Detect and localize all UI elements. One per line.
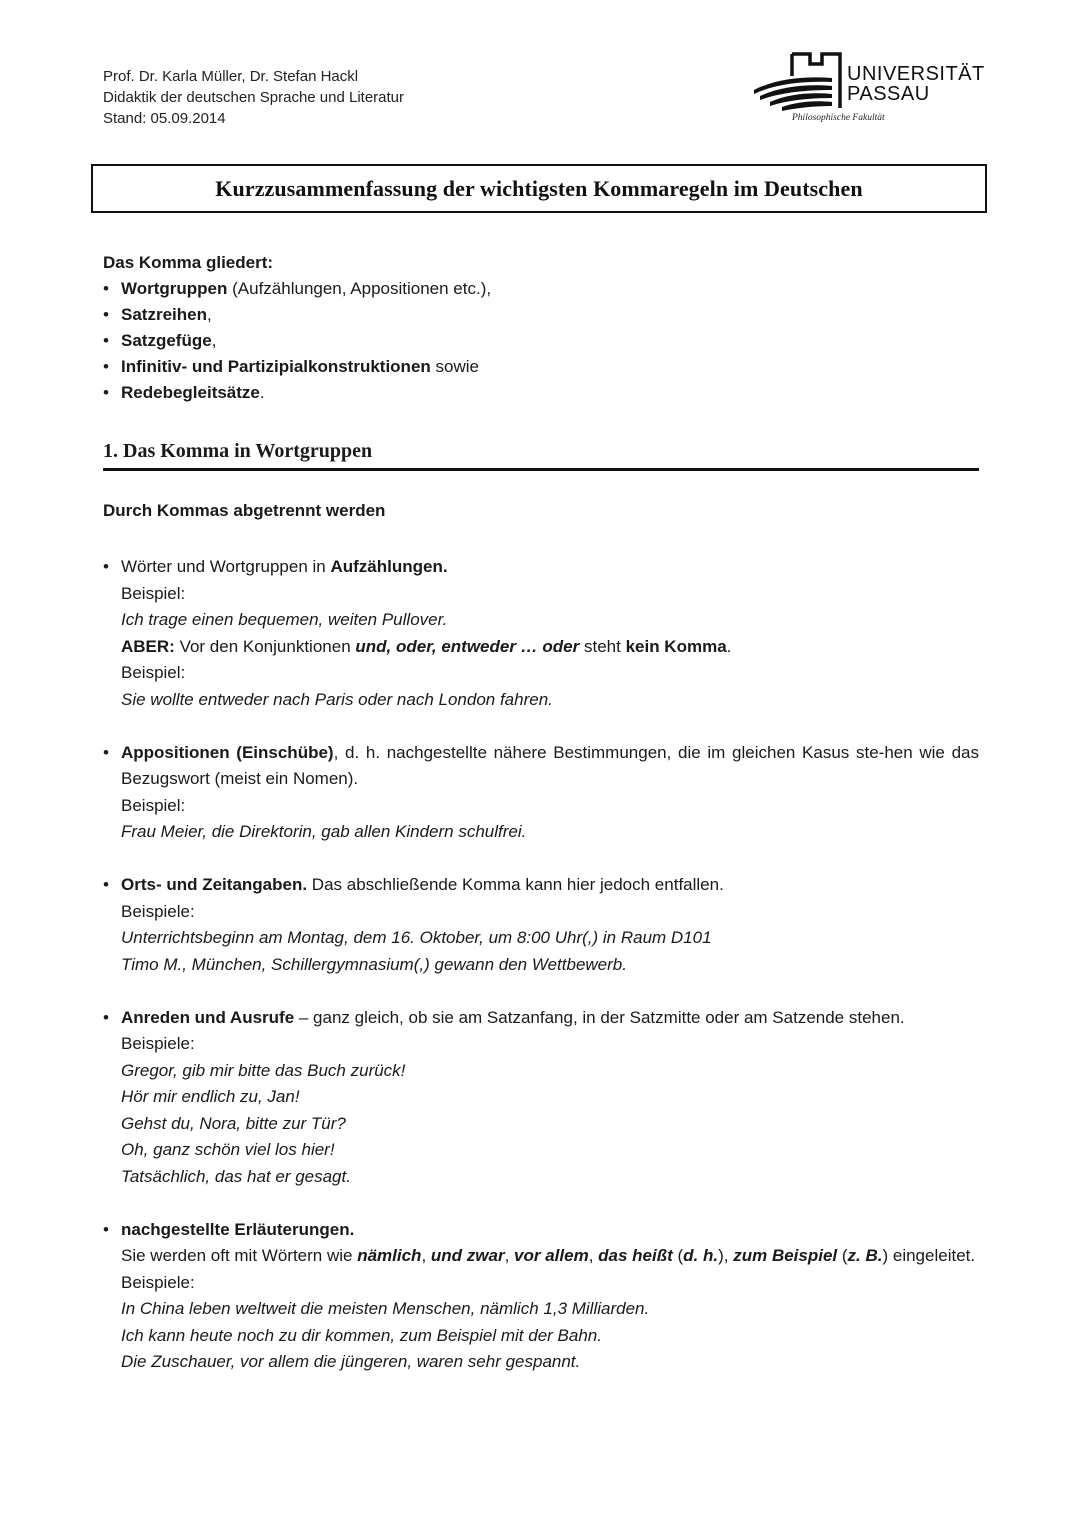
example-sentence: Oh, ganz schön viel los hier!: [121, 1140, 335, 1159]
intro-item-text: ,: [211, 331, 217, 350]
university-name: [847, 64, 985, 104]
intro-item: [103, 276, 491, 302]
header-department: Didaktik der deutschen Sprache und Literatur: [103, 89, 405, 106]
example-sentence: Hör mir endlich zu, Jan!: [121, 1087, 300, 1106]
keyword: zum Beispiel: [733, 1246, 838, 1265]
intro-item-term: Infinitiv- und Partizipialkonstruktionen: [121, 357, 431, 376]
intro-item: [103, 354, 491, 380]
example-sentence: Timo M., München, Schillergymnasium(,) gewann den Wettbewerb.: [121, 954, 627, 974]
intro-item-term: Wortgruppen: [121, 279, 228, 298]
keyword: d. h.: [683, 1246, 719, 1265]
rule-text: Das abschließende Komma kann hier jedoch entfallen.: [307, 875, 724, 894]
example-sentence: Gehst du, Nora, bitte zur Tür?: [121, 1113, 346, 1133]
rule-text: ,: [421, 1246, 431, 1265]
author-header: [103, 66, 404, 129]
intro-item: [103, 380, 491, 406]
example-label: Beispiele:: [121, 1034, 195, 1053]
rule-text: – ganz gleich, ob sie am Satzanfang, in der Satzmitte oder am Satzende stehen.: [294, 1007, 905, 1027]
title-box: [91, 164, 987, 213]
example-label: Beispiel:: [121, 663, 186, 682]
section-heading: 1. Das Komma in Wortgruppen: [103, 440, 979, 471]
university-logo: [752, 50, 985, 130]
rule-text: .: [726, 636, 732, 656]
rule-term: • nachgestellte Erläuterungen.: [121, 1219, 355, 1239]
university-name-line1: UNIVERSITÄT: [847, 63, 985, 85]
keyword: nämlich: [357, 1246, 422, 1265]
conjunctions: und, oder, entweder … oder: [355, 636, 580, 656]
intro-item: [103, 328, 491, 354]
example-label: Beispiel:: [121, 583, 186, 603]
intro-item-text: sowie: [430, 357, 479, 376]
rule-text: , d. h. nachgestellte nähere Bestimmungen, die im gleichen Kasus ste-hen wie das Bezugswort (meist ein Nomen).: [121, 742, 979, 788]
example-sentence: Tatsächlich, das hat er gesagt.: [121, 1166, 351, 1186]
rule-text: ,: [588, 1246, 599, 1265]
rule-item-erlaeuterungen: [103, 1217, 979, 1376]
rule-text: (: [837, 1246, 848, 1265]
keyword: das heißt: [598, 1246, 673, 1265]
intro-list: [103, 276, 491, 406]
rule-text: Wörter und Wortgruppen in: [121, 557, 331, 576]
keyword: und zwar: [430, 1246, 505, 1265]
example-label: Beispiel:: [121, 795, 186, 815]
university-logo-emblem-icon: [752, 50, 847, 112]
rule-text: Vor den Konjunktionen: [174, 636, 356, 656]
intro-item-text: (Aufzählungen, Appositionen etc.),: [227, 279, 492, 298]
example-sentence: Die Zuschauer, vor allem die jüngeren, waren sehr gespannt.: [121, 1352, 581, 1371]
keyword: vor allem: [514, 1246, 589, 1265]
rule-text: ,: [504, 1246, 515, 1265]
rule-text: ) eingeleitet.: [882, 1246, 976, 1265]
university-name-line2: PASSAU: [847, 83, 930, 105]
rule-term: Aufzählungen.: [330, 557, 448, 576]
intro-item-text: ,: [206, 305, 212, 324]
rule-item-appositionen: [103, 740, 979, 846]
exception-label: ABER:: [121, 636, 175, 656]
rule-text: (: [672, 1246, 684, 1265]
rule-term: Anreden und Ausrufe: [121, 1007, 295, 1027]
intro-item-term: Satzgefüge: [121, 331, 212, 350]
intro-item: [103, 302, 491, 328]
example-sentence: Frau Meier, die Direktorin, gab allen Kindern schulfrei.: [121, 822, 527, 841]
intro-item-term: Redebegleitsätze: [121, 383, 260, 402]
example-sentence: In China leben weltweit die meisten Menschen, nämlich 1,3 Milliarden.: [121, 1299, 650, 1318]
rule-text: Sie werden oft mit Wörtern wie: [121, 1246, 358, 1265]
rule-term: kein Komma: [625, 636, 727, 656]
example-sentence: Ich kann heute noch zu dir kommen, zum Beispiel mit der Bahn.: [121, 1325, 602, 1345]
example-label: Beispiele:: [121, 1272, 195, 1292]
example-sentence: Unterrichtsbeginn am Montag, dem 16. Oktober, um 8:00 Uhr(,) in Raum D101: [121, 928, 712, 947]
intro-item-term: Satzreihen: [121, 305, 207, 324]
document-title: Kurzzusammenfassung der wichtigsten Kommaregeln im Deutschen: [215, 175, 863, 201]
keyword: z. B.: [847, 1246, 883, 1265]
rule-term: Appositionen (Einschübe): [121, 742, 334, 762]
section-subheading: Durch Kommas abgetrennt werden: [103, 501, 386, 520]
rule-text: steht: [579, 636, 626, 656]
intro-lead: Das Komma gliedert:: [103, 253, 274, 272]
rule-item-anreden-ausrufe: [103, 1005, 979, 1191]
rule-text: ),: [718, 1246, 734, 1265]
rule-list: [103, 554, 979, 1402]
example-sentence: Sie wollte entweder nach Paris oder nach London fahren.: [121, 689, 553, 709]
example-sentence: Gregor, gib mir bitte das Buch zurück!: [121, 1060, 406, 1080]
header-date: Stand: 05.09.2014: [103, 110, 226, 127]
rule-term: Orts- und Zeitangaben.: [121, 875, 308, 894]
faculty-name: Philosophische Fakultät: [792, 113, 885, 123]
rule-item-aufzaehlungen: [103, 554, 979, 713]
intro-item-text: .: [259, 383, 265, 402]
intro-section: [103, 250, 491, 406]
header-authors: Prof. Dr. Karla Müller, Dr. Stefan Hackl: [103, 68, 359, 85]
example-label: Beispiele:: [121, 901, 195, 921]
example-sentence: Ich trage einen bequemen, weiten Pullover.: [121, 610, 448, 629]
rule-item-orts-zeitangaben: [103, 872, 979, 978]
